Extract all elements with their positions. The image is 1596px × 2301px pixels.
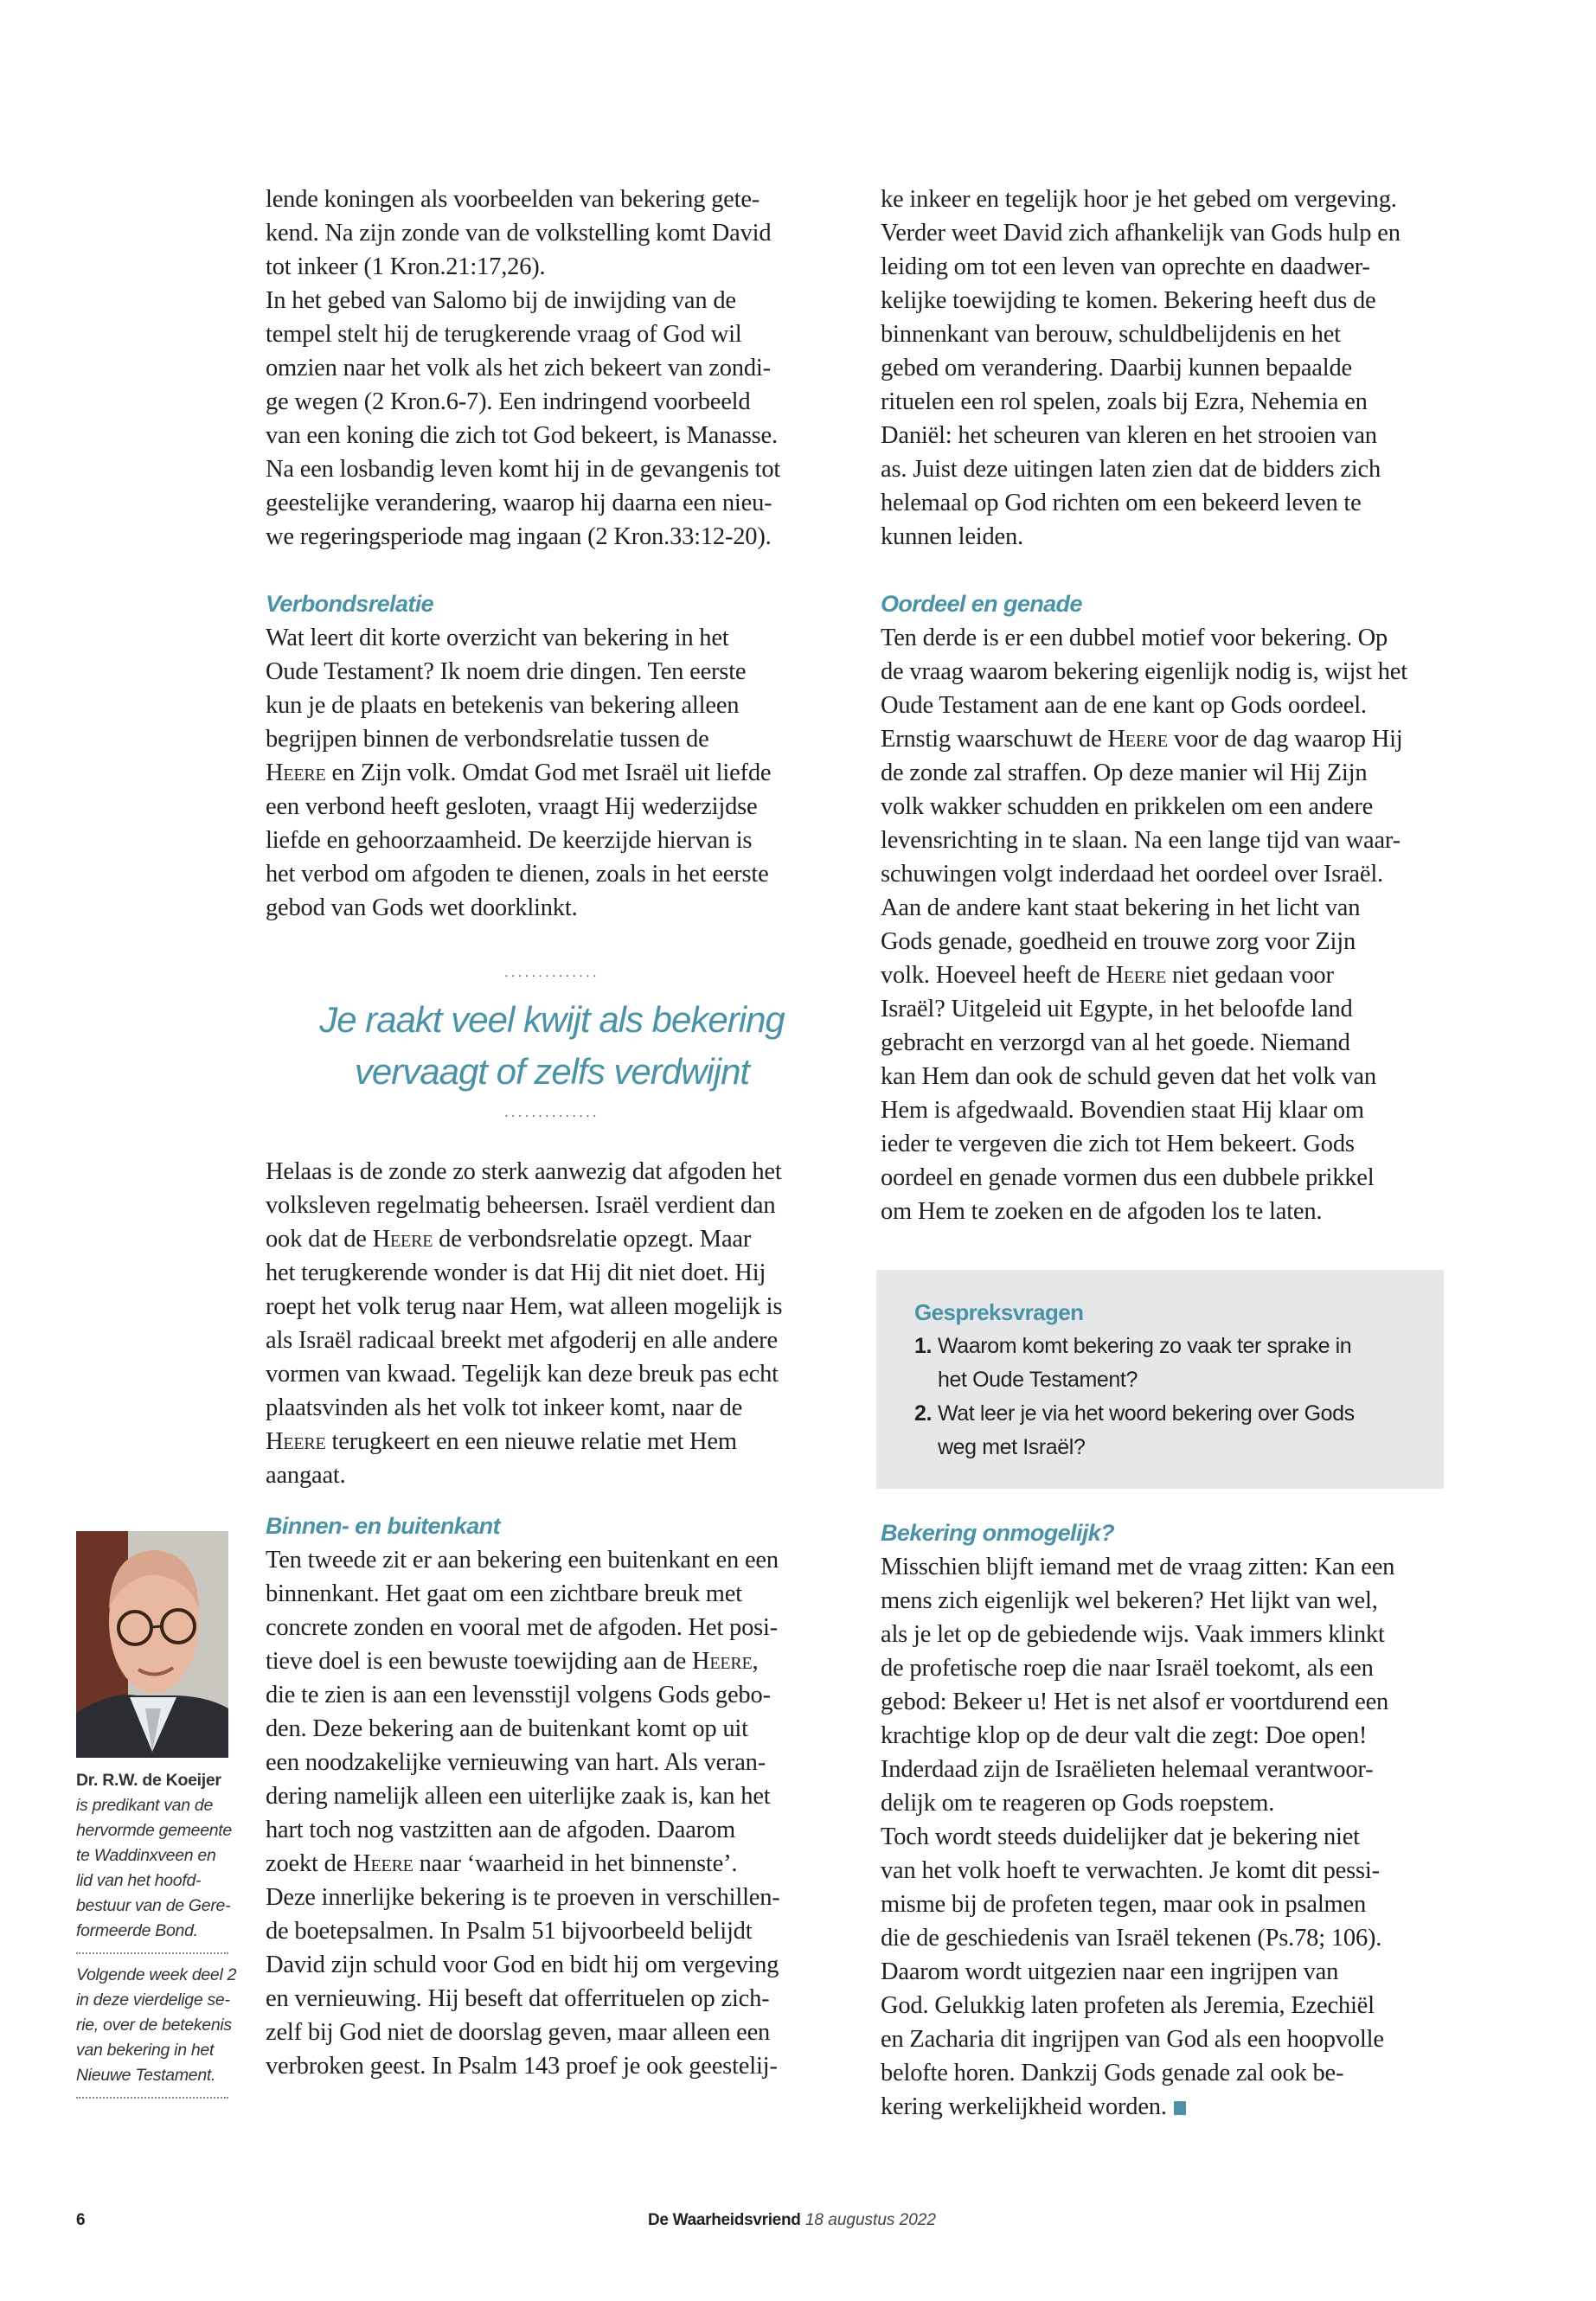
text-line: omzien naar het volk als het zich bekeert van zondi- bbox=[266, 355, 771, 381]
text-line: Na een losbandig leven komt hij in de gevangenis tot bbox=[266, 456, 781, 483]
text-line: Misschien blijft iemand met de vraag zitten: Kan een bbox=[881, 1554, 1395, 1580]
text-line: Ten tweede zit er aan bekering een buitenkant en een bbox=[266, 1547, 779, 1574]
text-line: David zijn schuld voor God en bidt hij om vergeving bbox=[266, 1952, 779, 1978]
text-line: het terugkerende wonder is dat Hij dit niet doet. Hij bbox=[266, 1259, 766, 1286]
text-line: dering namelijk alleen een uiterlijke zaak is, kan het bbox=[266, 1783, 771, 1810]
paragraph-bekering-onmogelijk bbox=[881, 1550, 1453, 2124]
question-text-line: Waarom komt bekering zo vaak ter sprake in bbox=[938, 1334, 1352, 1358]
text-line: binnenkant van berouw, schuldbelijdenis en het bbox=[881, 321, 1341, 348]
text-line: formeerde Bond. bbox=[76, 1921, 198, 1940]
pull-quote-line-2: vervaagt of zelfs verdwijnt bbox=[354, 1051, 750, 1092]
text-line: Ernstig waarschuwt de Heere voor de dag waarop Hij bbox=[881, 726, 1403, 753]
text-line: ge wegen (2 Kron.6-7). Een indringend voorbeeld bbox=[266, 388, 751, 415]
pull-quote-dots-top: .............. bbox=[504, 965, 599, 980]
text-line: volk wakker schudden en prikkelen om een andere bbox=[881, 793, 1374, 820]
text-line: liefde en gehoorzaamheid. De keerzijde hiervan is bbox=[266, 827, 753, 854]
text-line: concrete zonden en vooral met de afgoden. Het posi- bbox=[266, 1614, 779, 1641]
text-line: is predikant van de bbox=[76, 1796, 213, 1815]
text-line: bestuur van de Gere- bbox=[76, 1896, 231, 1915]
text-line: kend. Na zijn zonde van de volkstelling komt David bbox=[266, 220, 772, 247]
text-line: den. Deze bekering aan de buitenkant komt op uit bbox=[266, 1715, 748, 1742]
text-line: Ten derde is er een dubbel motief voor bekering. Op bbox=[881, 625, 1388, 651]
text-line: de boetepsalmen. In Psalm 51 bijvoorbeeld belijdt bbox=[266, 1918, 753, 1945]
text-line: Daarom wordt uitgezien naar een ingrijpen van bbox=[881, 1958, 1339, 1985]
text-line: kun je de plaats en betekenis van bekering alleen bbox=[266, 692, 740, 719]
text-line: Verder weet David zich afhankelijk van Gods hulp en bbox=[881, 220, 1401, 247]
text-line: gebod van Gods wet doorklinkt. bbox=[266, 894, 578, 921]
text-line: hart toch nog vastzitten aan de afgoden. Daarom bbox=[266, 1817, 735, 1843]
text-line: begrijpen binnen de verbondsrelatie tussen de bbox=[266, 726, 709, 753]
text-line: we regeringsperiode mag ingaan (2 Kron.33:12-20). bbox=[266, 523, 772, 550]
text-line: Gods genade, goedheid en trouwe zorg voor Zijn bbox=[881, 928, 1356, 955]
text-line: Inderdaad zijn de Israëlieten helemaal verantwoor- bbox=[881, 1756, 1374, 1783]
text-line: schuwingen volgt inderdaad het oordeel over Israël. bbox=[881, 861, 1383, 888]
text-line: die de geschiedenis van Israël tekenen (Ps.78; 106). bbox=[881, 1925, 1382, 1952]
text-line: te Waddinxveen en bbox=[76, 1846, 216, 1865]
text-line: van een koning die zich tot God bekeert, is Manasse. bbox=[266, 422, 778, 449]
text-line: het verbod om afgoden te dienen, zoals in het eerste bbox=[266, 861, 769, 888]
paragraph-verbondsrelatie bbox=[266, 621, 838, 925]
text-line: hervormde gemeente bbox=[76, 1821, 232, 1840]
text-line: en Zacharia dit ingrijpen van God als een hoopvolle bbox=[881, 2026, 1384, 2053]
question-text-line: Wat leer je via het woord bekering over Gods bbox=[938, 1401, 1355, 1426]
lord-smallcaps: Heere bbox=[353, 1850, 413, 1877]
author-sidebar bbox=[76, 1531, 237, 2107]
text-line: levensrichting in te slaan. Na een lange tijd van waar- bbox=[881, 827, 1401, 854]
publication-info bbox=[648, 2211, 936, 2230]
section-heading-oordeel-genade: Oordeel en genade bbox=[881, 591, 1082, 617]
text-line: geestelijke verandering, waarop hij daarna een nieu- bbox=[266, 490, 772, 516]
publication-name: De Waarheidsvriend bbox=[648, 2211, 801, 2229]
text-line: Daniël: het scheuren van kleren en het strooien van bbox=[881, 422, 1377, 449]
left-column bbox=[266, 183, 838, 2083]
section-heading-bekering-onmogelijk: Bekering onmogelijk? bbox=[881, 1520, 1115, 1546]
pull-quote-dots-bottom: .............. bbox=[504, 1106, 599, 1120]
intro-paragraph-right bbox=[881, 183, 1453, 554]
text-line: verbroken geest. In Psalm 143 proef je ook geestelij- bbox=[266, 2053, 778, 2080]
section-heading-verbondsrelatie: Verbondsrelatie bbox=[266, 591, 434, 617]
page-number: 6 bbox=[76, 2211, 86, 2229]
text-line: Volgende week deel 2 bbox=[76, 1965, 237, 1984]
text-line: die te zien is aan een levensstijl volgens Gods gebo- bbox=[266, 1682, 771, 1708]
text-line: tot inkeer (1 Kron.21:17,26). bbox=[266, 253, 546, 280]
text-line: als Israël radicaal breekt met afgoderij en alle andere bbox=[266, 1327, 778, 1354]
text-line: kering werkelijkheid worden. bbox=[881, 2090, 1453, 2124]
caption-divider bbox=[76, 1952, 228, 1954]
text-line: binnenkant. Het gaat om een zichtbare breuk met bbox=[266, 1580, 742, 1607]
text-line: aangaat. bbox=[266, 1462, 346, 1489]
text-line: tempel stelt hij de terugkerende vraag of God wil bbox=[266, 321, 742, 348]
text-line: ke inkeer en tegelijk hoor je het gebed om vergeving. bbox=[881, 186, 1397, 213]
text-line: een noodzakelijke vernieuwing van hart. Als veran- bbox=[266, 1749, 766, 1776]
text-line: en vernieuwing. Hij beseft dat offerrituelen op zich- bbox=[266, 1985, 770, 2012]
lord-smallcaps: Heere bbox=[266, 760, 326, 786]
text-line: gebed om verandering. Daarbij kunnen bepaalde bbox=[881, 355, 1352, 381]
author-caption bbox=[76, 1768, 237, 2099]
text-line: krachtige klop op de deur valt die zegt: Doe open! bbox=[881, 1722, 1368, 1749]
text-line: een verbond heeft gesloten, vraagt Hij wederzijdse bbox=[266, 793, 758, 820]
text-line: kunnen leiden. bbox=[881, 523, 1023, 550]
text-line: leiding om tot een leven van oprechte en daadwer- bbox=[881, 253, 1370, 280]
text-line: Deze innerlijke bekering is te proeven in verschillen- bbox=[266, 1884, 780, 1911]
text-line: plaatsvinden als het volk tot inkeer komt, naar de bbox=[266, 1394, 743, 1421]
text-line: Wat leert dit korte overzicht van bekering in het bbox=[266, 625, 729, 651]
text-line: as. Juist deze uitingen laten zien dat de bidders zich bbox=[881, 456, 1381, 483]
pull-quote-line-1: Je raakt veel kwijt als bekering bbox=[319, 999, 785, 1040]
lord-smallcaps: Heere bbox=[1106, 962, 1167, 989]
text-line: volk. Hoeveel heeft de Heere niet gedaan voor bbox=[881, 962, 1334, 989]
text-line: van bekering in het bbox=[76, 2041, 215, 2060]
text-line: zoekt de Heere naar ‘waarheid in het binnenste’. bbox=[266, 1850, 738, 1877]
text-line: Oude Testament aan de ene kant op Gods oordeel. bbox=[881, 692, 1367, 719]
text-line: zelf bij God niet de doorslag geven, maar alleen een bbox=[266, 2019, 771, 2046]
next-week-note bbox=[76, 1963, 237, 2088]
question-text-line: weg met Israël? bbox=[938, 1435, 1086, 1459]
discussion-question-1 bbox=[914, 1330, 1444, 1397]
question-number: 1. bbox=[914, 1334, 933, 1358]
text-line: ook dat de Heere de verbondsrelatie opzegt. Maar bbox=[266, 1226, 752, 1253]
text-line: de zonde zal straffen. Op deze manier wil Hij Zijn bbox=[881, 760, 1368, 786]
text-line: misme bij de profeten tegen, maar ook in psalmen bbox=[881, 1891, 1367, 1918]
author-bio bbox=[76, 1793, 232, 1944]
text-line: rie, over de betekenis bbox=[76, 2016, 232, 2035]
discussion-questions-title: Gespreksvragen bbox=[914, 1299, 1084, 1325]
author-name: Dr. R.W. de Koeijer bbox=[76, 1771, 221, 1790]
section-heading-binnen-buitenkant: Binnen- en buitenkant bbox=[266, 1513, 500, 1539]
text-line: ieder te vergeven die zich tot Hem bekeert. Gods bbox=[881, 1131, 1355, 1157]
text-line: de profetische roep die naar Israël toekomt, als een bbox=[881, 1655, 1374, 1682]
text-line: Hem is afgedwaald. Bovendien staat Hij klaar om bbox=[881, 1097, 1364, 1124]
text-line: oordeel en genade vormen dus een dubbele prikkel bbox=[881, 1164, 1375, 1191]
lord-smallcaps: Heere bbox=[266, 1428, 326, 1455]
text-line: kelijke toewijding te komen. Bekering heeft dus de bbox=[881, 287, 1376, 314]
text-line: Nieuwe Testament. bbox=[76, 2066, 216, 2085]
text-line: gebod: Bekeer u! Het is net alsof er voortdurend een bbox=[881, 1689, 1389, 1715]
paragraph-oordeel-genade bbox=[881, 621, 1453, 1228]
right-column bbox=[881, 183, 1453, 2124]
lord-smallcaps: Heere bbox=[372, 1226, 433, 1253]
pull-quote bbox=[266, 965, 838, 1122]
text-line: Aan de andere kant staat bekering in het licht van bbox=[881, 894, 1361, 921]
caption-divider bbox=[76, 2097, 228, 2099]
end-of-article-square-icon bbox=[1174, 2101, 1186, 2115]
lord-smallcaps: Heere bbox=[1107, 726, 1168, 753]
text-line: lende koningen als voorbeelden van bekering gete- bbox=[266, 186, 760, 213]
text-line: gebracht en verzorgd van al het goede. Niemand bbox=[881, 1029, 1350, 1056]
text-line: volksleven regelmatig beheersen. Israël verdient dan bbox=[266, 1192, 776, 1219]
publication-date: 18 augustus 2022 bbox=[804, 2211, 936, 2229]
text-line: Israël? Uitgeleid uit Egypte, in het beloofde land bbox=[881, 996, 1353, 1022]
text-line: Heere en Zijn volk. Omdat God met Israël uit liefde bbox=[266, 760, 772, 786]
text-line: tieve doel is een bewuste toewijding aan de Heere, bbox=[266, 1648, 759, 1675]
text-line: Oude Testament? Ik noem drie dingen. Ten eerste bbox=[266, 658, 747, 685]
text-line: belofte horen. Dankzij Gods genade zal ook be- bbox=[881, 2060, 1344, 2086]
discussion-questions-box bbox=[876, 1270, 1444, 1489]
text-line: rituelen een rol spelen, zoals bij Ezra, Nehemia en bbox=[881, 388, 1368, 415]
text-line: vormen van kwaad. Tegelijk kan deze breuk pas echt bbox=[266, 1361, 779, 1388]
question-number: 2. bbox=[914, 1401, 933, 1426]
portrait-icon bbox=[76, 1531, 228, 1758]
question-text-line: het Oude Testament? bbox=[938, 1368, 1138, 1392]
discussion-question-2 bbox=[914, 1397, 1444, 1465]
paragraph-verbondsrelatie-continued bbox=[266, 1155, 838, 1492]
text-line: In het gebed van Salomo bij de inwijding van de bbox=[266, 287, 736, 314]
paragraph-binnen-buitenkant bbox=[266, 1543, 838, 2083]
text-line: Toch wordt steeds duidelijker dat je bekering niet bbox=[881, 1823, 1360, 1850]
text-line: God. Gelukkig laten profeten als Jeremia, Ezechiël bbox=[881, 1992, 1375, 2019]
lord-smallcaps: Heere bbox=[691, 1648, 753, 1675]
text-line: helemaal op God richten om een bekeerd leven te bbox=[881, 490, 1362, 516]
text-line: als je let op de gebiedende wijs. Vaak immers klinkt bbox=[881, 1621, 1385, 1648]
text-line: lid van het hoofd- bbox=[76, 1871, 202, 1890]
text-line: Helaas is de zonde zo sterk aanwezig dat afgoden het bbox=[266, 1158, 782, 1185]
text-line: van het volk hoeft te verwachten. Je komt dit pessi- bbox=[881, 1857, 1380, 1884]
text-line: delijk om te reageren op Gods roepstem. bbox=[881, 1790, 1275, 1817]
text-line: de vraag waarom bekering eigenlijk nodig is, wijst het bbox=[881, 658, 1407, 685]
author-photo bbox=[76, 1531, 228, 1758]
intro-paragraph-left bbox=[266, 183, 838, 554]
text-line: in deze vierdelige se- bbox=[76, 1990, 230, 2009]
text-line: Heere terugkeert en een nieuwe relatie met Hem bbox=[266, 1428, 737, 1455]
text-line: om Hem te zoeken en de afgoden los te laten. bbox=[881, 1198, 1323, 1225]
text-line: kan Hem dan ook de schuld geven dat het volk van bbox=[881, 1063, 1376, 1090]
text-line: roept het volk terug naar Hem, wat alleen mogelijk is bbox=[266, 1293, 783, 1320]
text-line: mens zich eigenlijk wel bekeren? Het lijkt van wel, bbox=[881, 1587, 1378, 1614]
